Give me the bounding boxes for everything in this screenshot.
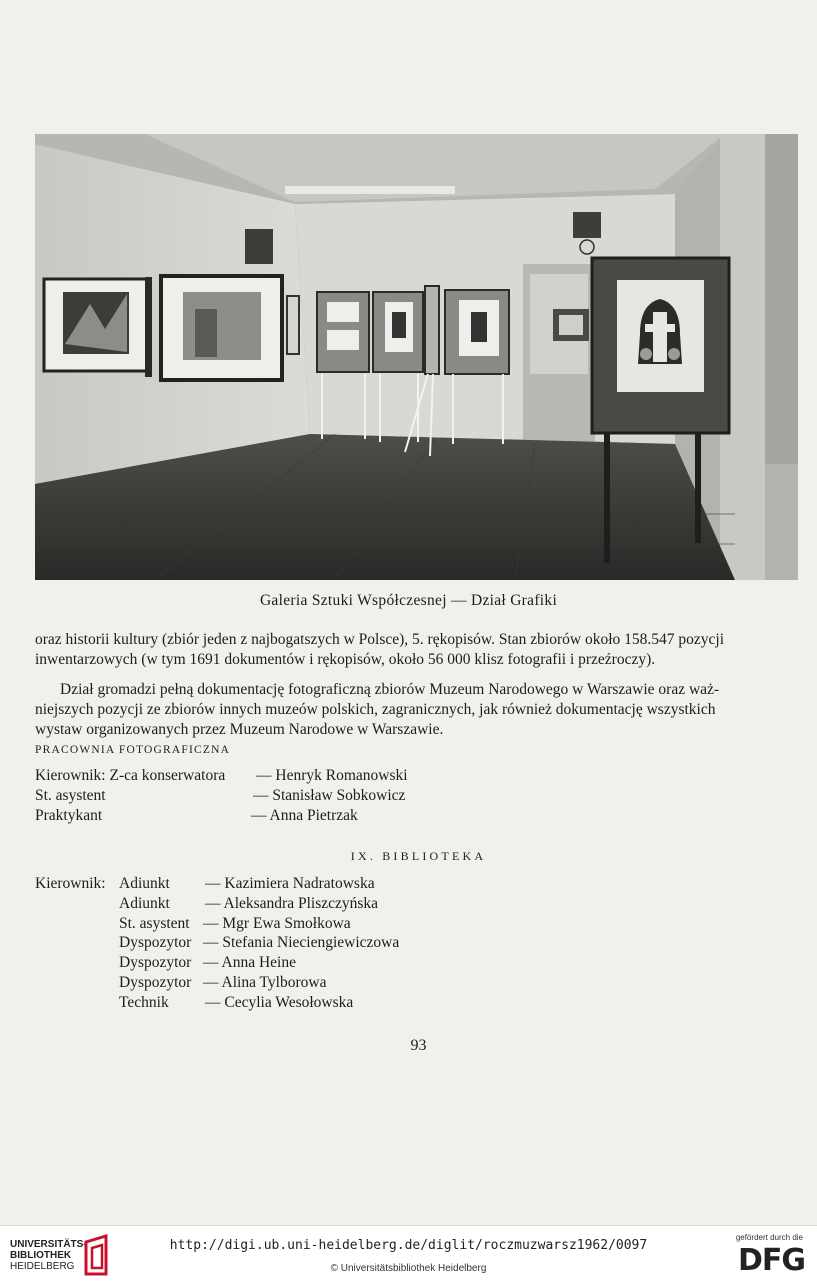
logo-line: HEIDELBERG — [10, 1261, 75, 1272]
staff-name: — Stanisław Sobkowicz — [253, 787, 406, 804]
staff-name: — Alina Tylborowa — [203, 974, 327, 991]
staff-name: — Cecylia Wesołowska — [205, 994, 354, 1011]
paragraph-documentation — [35, 680, 798, 740]
photo-caption: Galeria Sztuki Współczesnej — Dział Grafiki — [259, 592, 558, 609]
text-line: Dział gromadzi pełną dokumentację fotograficzną zbiorów Muzeum Narodowego w Warszawie oraz waż- — [60, 681, 720, 698]
staff-role: Dyspozytor — [119, 954, 192, 971]
funding-note: gefördert durch die — [735, 1233, 803, 1242]
copyright-notice: © Universitätsbibliothek Heidelberg — [330, 1263, 487, 1274]
text-line: wystaw organizowanych przez Muzeum Narodowe w Warszawie. — [35, 721, 444, 738]
staff-role: Technik — [119, 994, 169, 1011]
gallery-photograph — [35, 134, 798, 580]
logo-line: UNIVERSITÄTS- — [10, 1239, 87, 1250]
digitization-footer — [0, 1225, 817, 1283]
staff-role: St. asystent — [119, 915, 190, 932]
staff-name: — Mgr Ewa Smołkowa — [203, 915, 351, 932]
staff-role: Praktykant — [35, 807, 103, 824]
staff-role: St. asystent — [35, 787, 106, 804]
library-head-label: Kierownik: — [35, 875, 106, 892]
text-line: oraz historii kultury (zbiór jeden z najbogatszych w Polsce), 5. rękopisów. Stan zbiorów około 158.547 pozycji — [35, 631, 725, 648]
text-line: niejszych pozycji ze zbiorów innych muzeów polskich, zagranicznych, jak również dokumentację wszystkich — [35, 701, 716, 718]
staff-role: Dyspozytor — [119, 974, 192, 991]
staff-name: — Aleksandra Pliszczyńska — [205, 895, 379, 912]
section-title-photo-workshop: PRACOWNIA FOTOGRAFICZNA — [35, 744, 231, 756]
staff-name: — Henryk Romanowski — [256, 767, 408, 784]
staff-role: Kierownik: Z-ca konserwatora — [35, 767, 226, 784]
logo-line: BIBLIOTHEK — [10, 1250, 72, 1261]
staff-name: — Stefania Nieciengiewiczowa — [203, 934, 400, 951]
staff-role: Adiunkt — [119, 875, 170, 892]
staff-name: — Kazimiera Nadratowska — [205, 875, 375, 892]
staff-role: Dyspozytor — [119, 934, 192, 951]
staff-role: Adiunkt — [119, 895, 170, 912]
gallery-photo-illustration — [35, 134, 798, 580]
paragraph-collection-stats — [35, 630, 798, 670]
permalink-url[interactable]: http://digi.ub.uni-heidelberg.de/diglit/roczmuzwarsz1962/0097 — [169, 1238, 648, 1253]
dfg-logo: DFG — [737, 1243, 805, 1278]
page-number: 93 — [410, 1037, 427, 1054]
staff-name: — Anna Pietrzak — [251, 807, 358, 824]
text-line: inwentarzowych (w tym 1691 dokumentów i rękopisów, około 56 000 klisz fotografii i przeźroczy). — [35, 651, 656, 668]
staff-name: — Anna Heine — [203, 954, 296, 971]
section-heading-library: IX. BIBLIOTEKA — [350, 849, 487, 863]
